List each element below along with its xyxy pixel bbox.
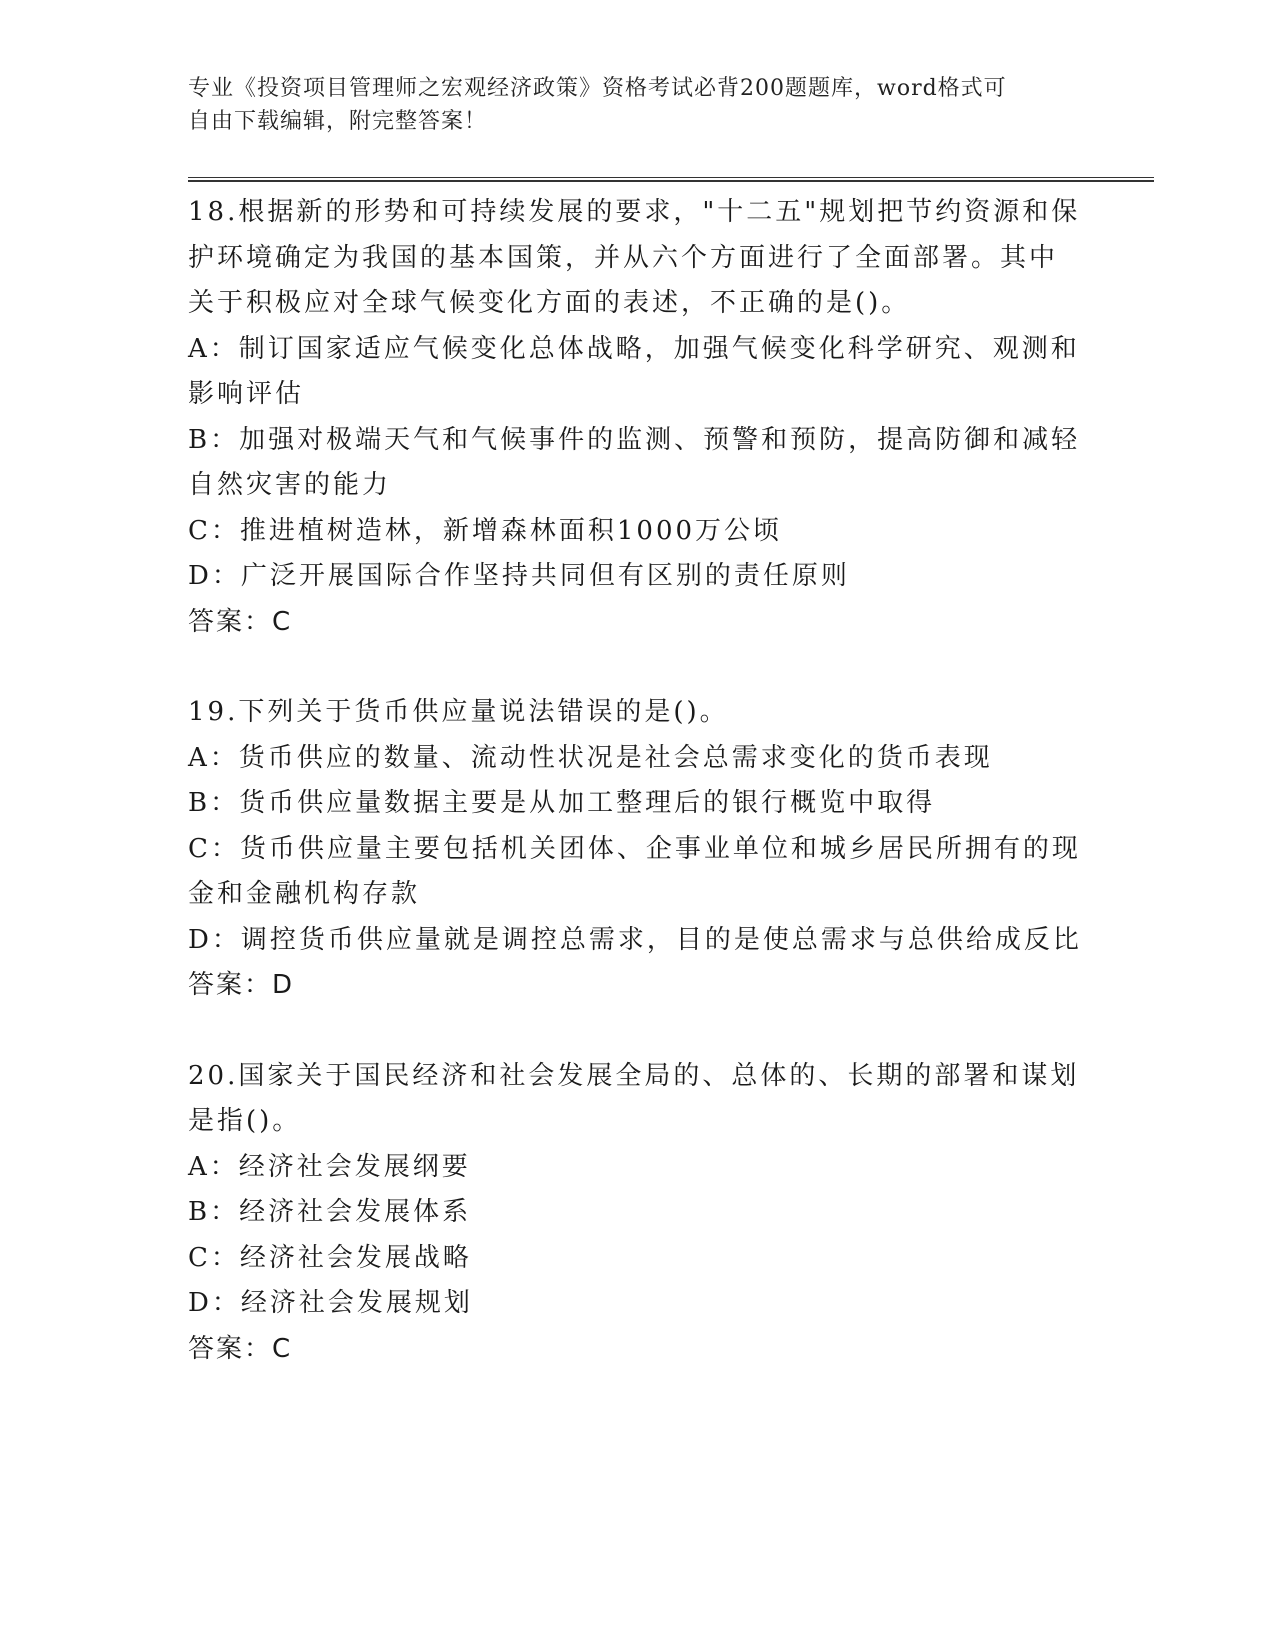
question-list xyxy=(188,190,1088,1372)
question-19 xyxy=(188,690,1088,1009)
header-title-line-2: 自由下载编辑，附完整答案！ xyxy=(188,109,488,134)
header-divider xyxy=(188,177,1154,182)
answer-line: 答案：C xyxy=(188,1333,293,1364)
option-b-line: B：加强对极端天气和气候事件的监测、预警和预防，提高防御和减轻 xyxy=(188,424,1081,455)
question-stem-line: 是指()。 xyxy=(188,1106,302,1136)
option-a-line: A：制订国家适应气候变化总体战略，加强气候变化科学研究、观测和 xyxy=(188,333,1080,364)
question-stem-line: 关于积极应对全球气候变化方面的表述，不正确的是()。 xyxy=(188,288,911,318)
option-d-line: D：广泛开展国际合作坚持共同但有区别的责任原则 xyxy=(188,561,850,591)
option-d-line: D：调控货币供应量就是调控总需求，目的是使总需求与总供给成反比 xyxy=(188,924,1082,955)
option-d-line: D：经济社会发展规划 xyxy=(188,1288,473,1318)
option-c-line: C：货币供应量主要包括机关团体、企事业单位和城乡居民所拥有的现 xyxy=(188,833,1081,864)
answer-line: 答案：D xyxy=(188,970,295,1000)
option-c-line: 金和金融机构存款 xyxy=(188,879,421,909)
document-header xyxy=(188,72,1068,138)
question-stem-line: 18.根据新的形势和可持续发展的要求，"十二五"规划把节约资源和保 xyxy=(188,197,1081,227)
option-c-line: C：经济社会发展战略 xyxy=(188,1242,472,1273)
option-a-line: A：经济社会发展纲要 xyxy=(188,1151,471,1182)
option-a-line: A：货币供应的数量、流动性状况是社会总需求变化的货币表现 xyxy=(188,742,993,773)
header-title-line-1: 专业《投资项目管理师之宏观经济政策》资格考试必背200题题库，word格式可 xyxy=(188,76,1007,101)
question-stem-line: 20.国家关于国民经济和社会发展全局的、总体的、长期的部署和谋划 xyxy=(188,1060,1080,1091)
question-stem-line: 19.下列关于货币供应量说法错误的是()。 xyxy=(188,697,729,727)
option-b-line: 自然灾害的能力 xyxy=(188,470,392,500)
option-a-line: 影响评估 xyxy=(188,379,305,409)
question-18 xyxy=(188,190,1088,645)
answer-line: 答案：C xyxy=(188,606,293,637)
question-20 xyxy=(188,1054,1088,1373)
option-b-line: B：货币供应量数据主要是从加工整理后的银行概览中取得 xyxy=(188,788,936,818)
option-c-line: C：推进植树造林，新增森林面积1000万公顷 xyxy=(188,515,783,546)
option-b-line: B：经济社会发展体系 xyxy=(188,1197,472,1227)
question-stem-line: 护环境确定为我国的基本国策，并从六个方面进行了全面部署。其中 xyxy=(188,242,1059,273)
